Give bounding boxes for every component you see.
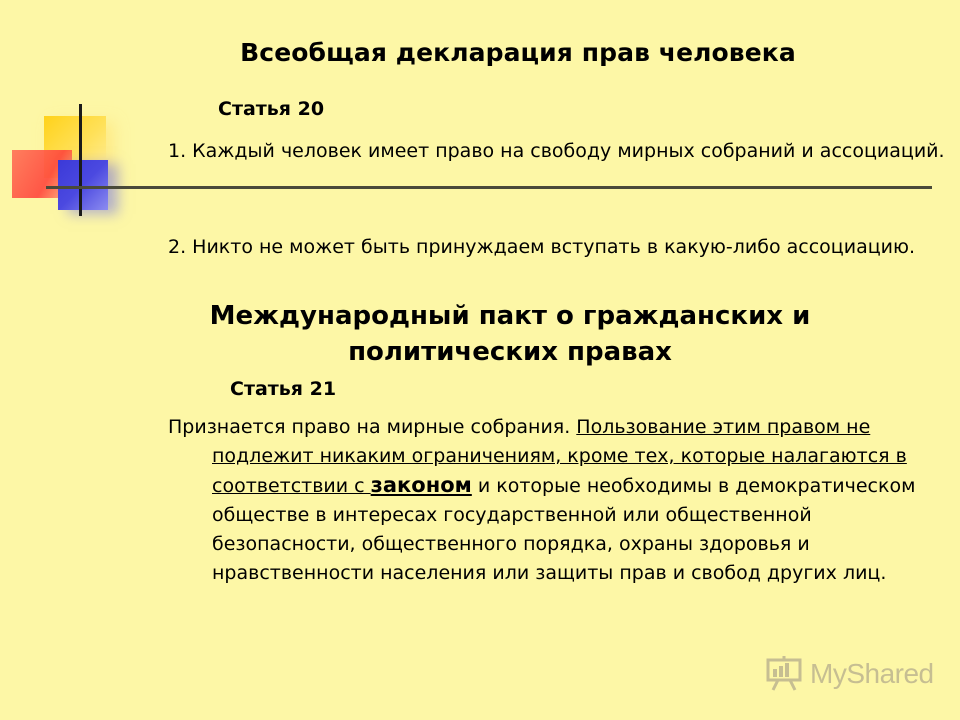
article-21-heading: Статья 21: [230, 378, 337, 400]
vertical-rule: [79, 104, 82, 216]
article-21-text: [168, 413, 952, 588]
article-21-text-rest: и которые необходимы в демократическом обществе в интересах государственной или общественной безопасности, общественного порядка, охраны здоровья и нравственности населения или защиты прав и свобод других лиц.: [212, 475, 916, 584]
watermark-text: MyShared: [810, 658, 934, 689]
article-20-item-1: 1. Каждый человек имеет право на свободу мирных собраний и ассоциаций.: [168, 140, 945, 162]
covenant-subtitle: Международный пакт о гражданских и политических правах: [209, 301, 811, 367]
presentation-board-icon: [764, 656, 804, 692]
article-20-heading: Статья 20: [218, 98, 325, 120]
article-21-text-underlined: Пользование этим правом не подлежит никаким ограничениям, кроме тех, которые налагаются в соответствии с: [212, 416, 907, 497]
watermark: [764, 654, 934, 694]
article-20-item-2: 2. Никто не может быть принуждаем вступать в какую-либо ассоциацию.: [168, 236, 916, 258]
slide-title: Всеобщая декларация прав человека: [240, 38, 796, 67]
horizontal-rule: [46, 186, 932, 189]
law-word: законом: [370, 473, 472, 497]
corner-ornament: [0, 0, 140, 230]
article-21-text-start: Признается право на мирные собрания.: [168, 416, 577, 438]
blue-square-decoration: [58, 160, 108, 210]
